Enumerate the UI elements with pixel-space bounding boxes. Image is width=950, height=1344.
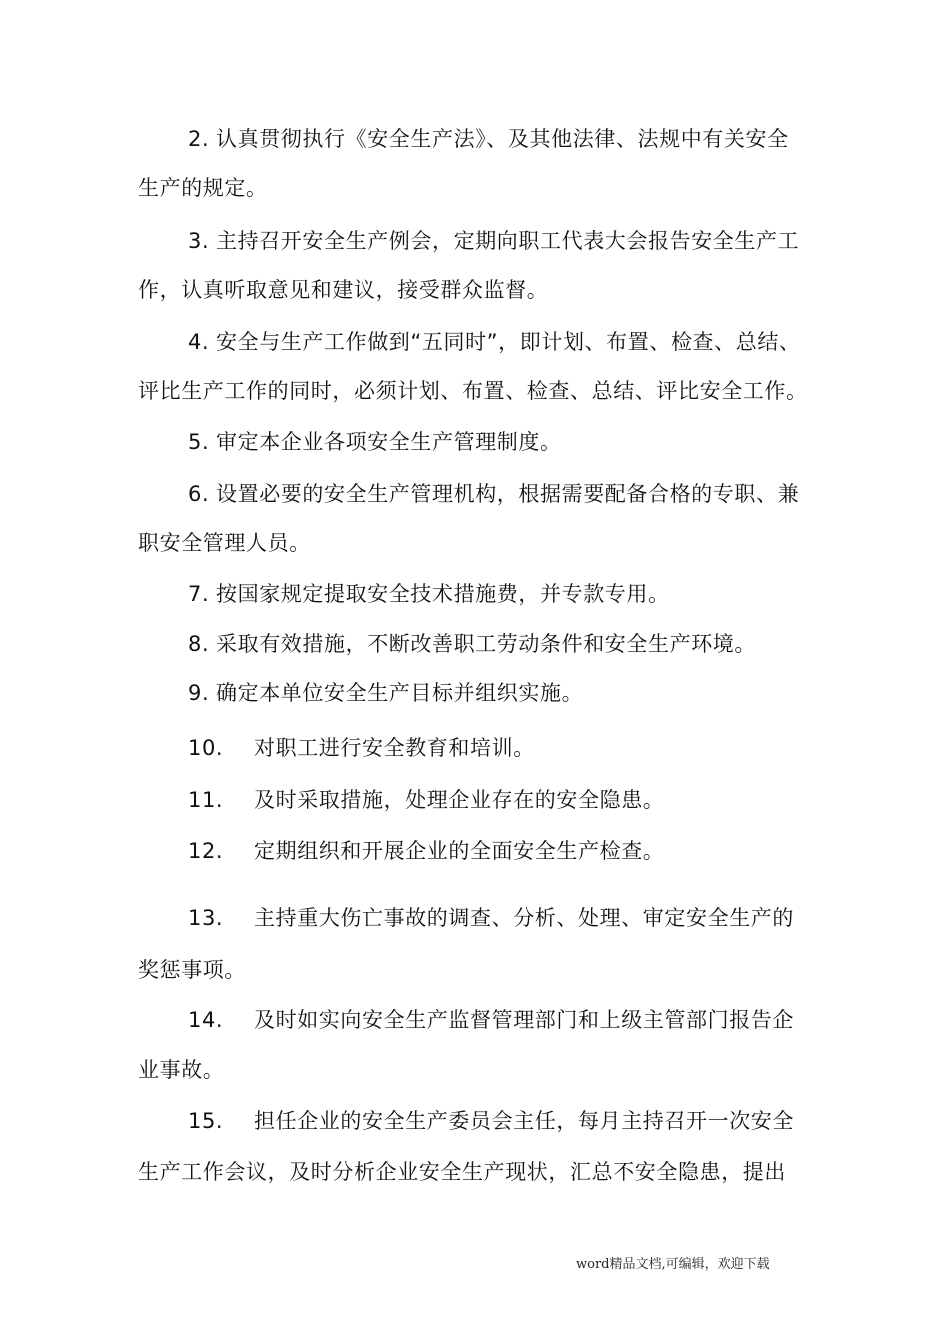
item-continuation: 生产工作会议，及时分析企业安全生产现状，汇总不安全隐患，提出 xyxy=(138,1160,786,1184)
item-text: 采取有效措施，不断改善职工劳动条件和安全生产环境。 xyxy=(216,632,756,656)
item-continuation: 奖惩事项。 xyxy=(138,958,246,982)
item-number: 3. xyxy=(188,229,210,253)
footer-note: word精品文档,可编辑，欢迎下载 xyxy=(576,1257,770,1272)
list-item xyxy=(188,785,664,815)
item-text: 审定本企业各项安全生产管理制度。 xyxy=(216,430,562,454)
item-text: 认真贯彻执行《安全生产法》、及其他法律、法规中有关安全 xyxy=(216,127,789,151)
item-text: 定期组织和开展企业的全面安全生产检查。 xyxy=(254,839,665,863)
list-item xyxy=(188,629,756,659)
item-number: 13. xyxy=(188,906,224,930)
item-number: 7. xyxy=(188,582,210,606)
item-number: 12. xyxy=(188,839,224,863)
item-number: 5. xyxy=(188,430,210,454)
item-text: 安全与生产工作做到“五同时”，即计划、布置、检查、总结、 xyxy=(216,330,801,354)
list-item xyxy=(188,479,799,509)
list-item xyxy=(188,124,789,154)
item-text: 设置必要的安全生产管理机构，根据需要配备合格的专职、兼 xyxy=(216,482,800,506)
list-item xyxy=(188,836,664,866)
item-continuation: 职安全管理人员。 xyxy=(138,531,311,555)
list-item xyxy=(188,427,562,457)
item-number: 14. xyxy=(188,1008,224,1032)
item-number: 9. xyxy=(188,681,210,705)
item-text: 及时采取措施，处理企业存在的安全隐患。 xyxy=(254,788,665,812)
item-continuation: 评比生产工作的同时，必须计划、布置、检查、总结、评比安全工作。 xyxy=(138,379,808,403)
item-number: 10. xyxy=(188,736,224,760)
item-text: 主持召开安全生产例会，定期向职工代表大会报告安全生产工 xyxy=(216,229,800,253)
item-number: 11. xyxy=(188,788,224,812)
item-text: 担任企业的安全生产委员会主任，每月主持召开一次安全 xyxy=(254,1109,794,1133)
item-text: 及时如实向安全生产监督管理部门和上级主管部门报告企 xyxy=(254,1008,794,1032)
list-item xyxy=(188,579,670,609)
item-text: 按国家规定提取安全技术措施费，并专款专用。 xyxy=(216,582,670,606)
item-number: 4. xyxy=(188,330,210,354)
item-text: 确定本单位安全生产目标并组织实施。 xyxy=(216,681,584,705)
item-text: 主持重大伤亡事故的调查、分析、处理、审定安全生产的 xyxy=(254,906,794,930)
item-continuation: 作，认真听取意见和建议，接受群众监督。 xyxy=(138,278,549,302)
list-item xyxy=(188,733,535,763)
item-text: 对职工进行安全教育和培训。 xyxy=(254,736,535,760)
list-item xyxy=(188,226,799,256)
item-number: 6. xyxy=(188,482,210,506)
item-number: 2. xyxy=(188,127,210,151)
list-item xyxy=(188,1106,794,1136)
list-item xyxy=(188,327,801,357)
item-continuation: 业事故。 xyxy=(138,1058,225,1082)
list-item xyxy=(188,903,794,933)
list-item xyxy=(188,1005,794,1035)
list-item xyxy=(188,678,583,708)
item-number: 15. xyxy=(188,1109,224,1133)
item-number: 8. xyxy=(188,632,210,656)
item-continuation: 生产的规定。 xyxy=(138,176,268,200)
